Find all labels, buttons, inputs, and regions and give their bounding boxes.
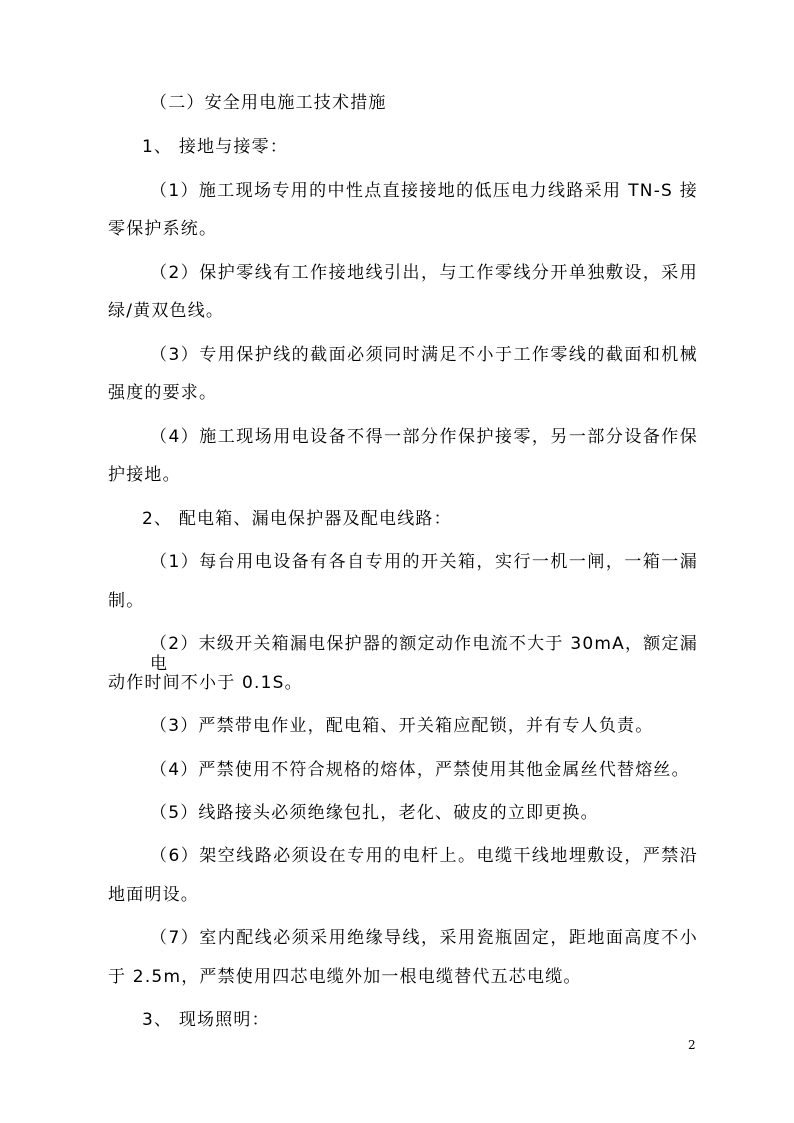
- paragraph-2-7-line-2: 于 2.5m，严禁使用四芯电缆外加一根电缆替代五芯电缆。: [108, 967, 582, 987]
- paragraph-1-2-line-1: （2）保护零线有工作接地线引出，与工作零线分开单独敷设，采用: [150, 263, 698, 283]
- paragraph-2-2-line-1: （2）末级开关箱漏电保护器的额定动作电流不大于 30mA，额定漏电: [150, 634, 698, 674]
- paragraph-1-4-line-2: 护接地。: [108, 465, 181, 485]
- paragraph-2-2-line-2: 动作时间不小于 0.1S。: [108, 673, 303, 693]
- paragraph-1-3-line-2: 强度的要求。: [108, 383, 218, 403]
- paragraph-1-1-line-2: 零保护系统。: [108, 219, 218, 239]
- paragraph-2-4: （4）严禁使用不符合规格的熔体，严禁使用其他金属丝代替熔丝。: [150, 760, 690, 780]
- paragraph-1-1-line-1: （1）施工现场专用的中性点直接接地的低压电力线路采用 TN-S 接: [150, 181, 698, 201]
- paragraph-2-6-line-2: 地面明设。: [108, 885, 199, 905]
- paragraph-2-6-line-1: （6）架空线路必须设在专用的电杆上。电缆干线地埋敷设，严禁沿: [150, 846, 698, 866]
- paragraph-1-2-line-2: 绿/黄双色线。: [108, 301, 225, 321]
- section-heading: （二）安全用电施工技术措施: [150, 93, 387, 113]
- paragraph-2-5: （5）线路接头必须绝缘包扎，老化、破皮的立即更换。: [150, 803, 599, 823]
- paragraph-1-4-line-1: （4）施工现场用电设备不得一部分作保护接零，另一部分设备作保: [150, 427, 698, 447]
- paragraph-2-3: （3）严禁带电作业，配电箱、开关箱应配锁，并有专人负责。: [150, 716, 654, 736]
- paragraph-2-1-line-2: 制。: [108, 591, 145, 611]
- page-number: 2: [688, 1038, 696, 1052]
- paragraph-2-1-line-1: （1）每台用电设备有各自专用的开关箱，实行一机一闸，一箱一漏: [150, 552, 698, 572]
- subsection-heading-2: 2、 配电箱、漏电保护器及配电线路：: [142, 509, 452, 529]
- paragraph-2-7-line-1: （7）室内配线必须采用绝缘导线，采用瓷瓶固定，距地面高度不小: [150, 928, 698, 948]
- subsection-heading-1: 1、 接地与接零：: [142, 137, 289, 157]
- paragraph-1-3-line-1: （3）专用保护线的截面必须同时满足不小于工作零线的截面和机械: [150, 345, 698, 365]
- subsection-heading-3: 3、 现场照明：: [142, 1010, 270, 1030]
